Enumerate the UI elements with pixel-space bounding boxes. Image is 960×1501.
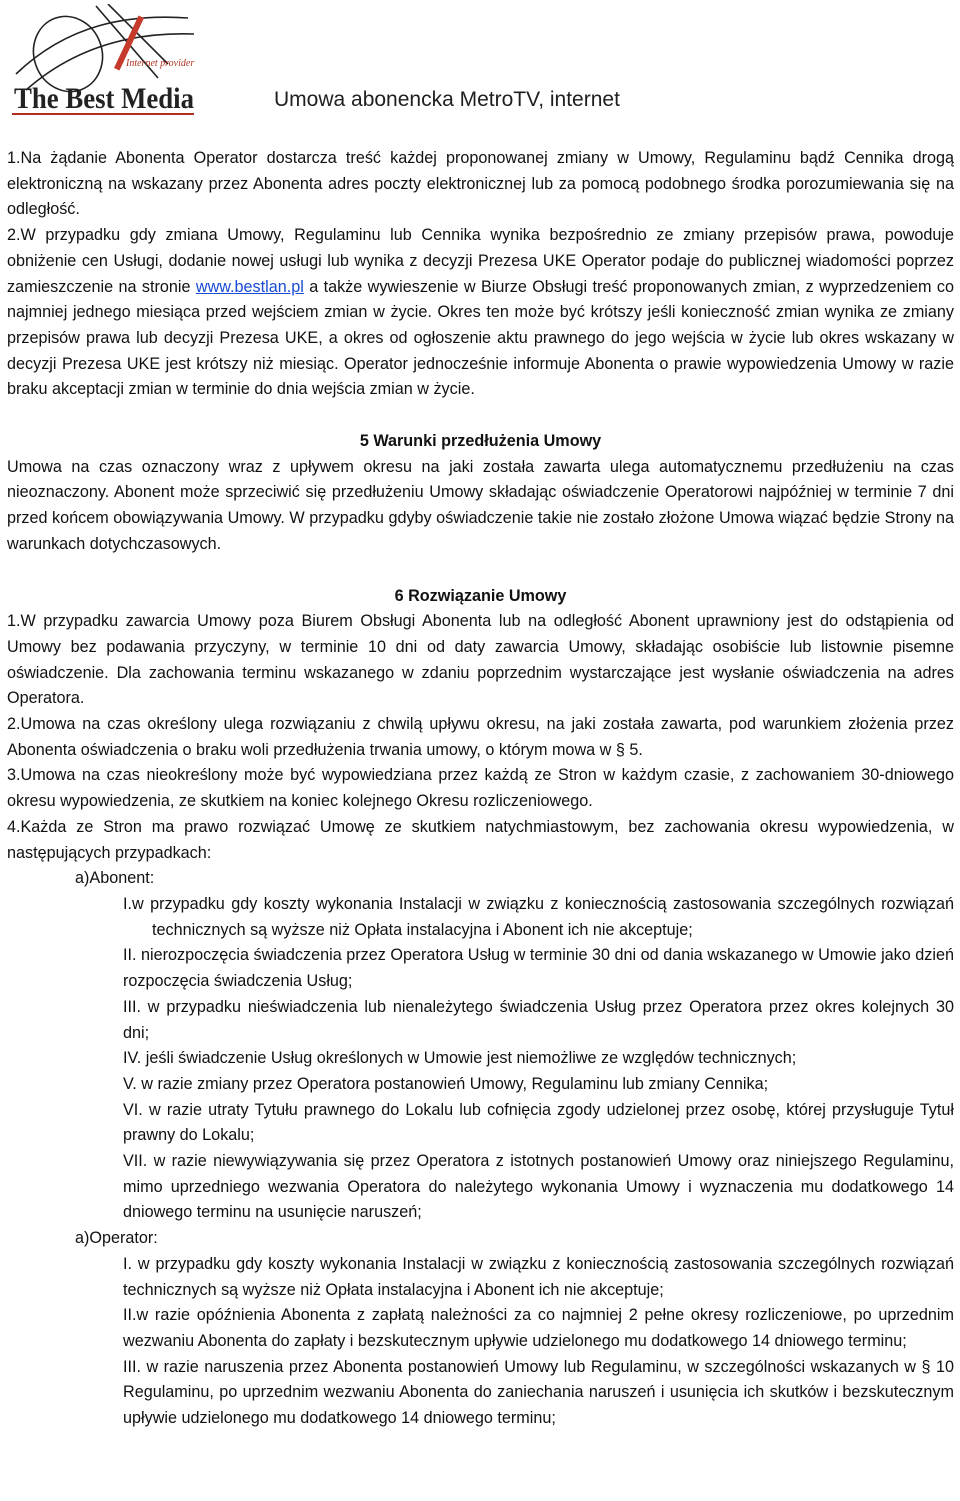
abonent-item: V. w razie zmiany przez Operatora postanowień Umowy, Regulaminu lub zmiany Cennika; (123, 1074, 769, 1093)
section-5-text: Umowa na czas oznaczony wraz z upływem okresu na jaki została zawarta ulega automatycznemu przedłużeniu na czas nieoznaczony. Abonent może sprzeciwić się przedłużeniu Umowy składając oświadczenie Operatorowi najpóźniej w terminie 7 dni przed końcem obowiązywania Umowy. W przypadku gdyby oświadczenie takie nie zostało złożone Umowa wiązać będzie Strony na warunkach dotychczasowych. (7, 457, 954, 553)
paragraph-4-2-text-a: 2.W przypadku gdy zmiana Umowy, Regulaminu lub Cennika wynika bezpośrednio ze zmiany przepisów prawa, powoduje obniżenie cen Usługi, dodanie nowej usługi lub wynika z decyzji Prezesa UKE Operator podaje do publicznej wiadomości poprzez zamieszczenie na stronie (7, 226, 954, 296)
paragraph-4-2-text-b: a także wywieszenie w Biurze Obsługi treść proponowanych zmian, z wyprzedzeniem co najmniej jednego miesiąca przed wejściem zmian w życie. Okres ten może być krótszy jeśli konieczność zmian wynika ze zmiany przepisów prawa lub decyzji Prezesa UKE, a okres od ogłoszenie aktu prawnego do jego wejścia w życie lub okres wskazany w decyzji Prezesa UKE jest krótszy niż miesiąc. Operator jednocześnie informuje Abonenta o prawie wypowiedzenia Umowy w razie braku akceptacji zmian w terminie do dnia wejścia zmian w życie. (7, 277, 955, 399)
section-5-heading: 5 Warunki przedłużenia Umowy (359, 432, 602, 451)
operator-item: III. w razie naruszenia przez Abonenta postanowień Umowy lub Regulaminu, w szczególności wskazanych w § 10 Regulaminu, po uprzednim wezwaniu Abonenta do zaniechania naruszeń i usunięcia ich skutków i bezskutecznym upływie udzielonego mu dodatkowego 14 dniowego terminu; (123, 1357, 954, 1428)
company-logo (8, 4, 198, 122)
document-title: Umowa abonencka MetroTV, internet (274, 88, 620, 111)
operator-label: a)Operator: (75, 1229, 158, 1248)
document-body (7, 146, 954, 1432)
section-6-heading: 6 Rozwiązanie Umowy (394, 586, 567, 605)
paragraph-6-1: 1.W przypadku zawarcia Umowy poza Biurem Obsługi Abonenta lub na odległość Abonent uprawniony jest do odstąpienia od Umowy bez podawania przyczyny, w terminie 10 dni od daty zawarcia Umowy, składając osobiście lub listownie pisemne oświadczenie. Dla zachowania terminu wskazanego w zdaniu poprzednim wystarczające jest wysłanie oświadczenia na adres Operatora. (7, 612, 954, 708)
abonent-item: IV. jeśli świadczenie Usług określonych w Umowie jest niemożliwe ze względów technicznych; (123, 1049, 797, 1068)
abonent-item: I.w przypadku gdy koszty wykonania Instalacji w związku z koniecznością zastosowania szczególnych rozwiązań technicznych są wyższe niż Opłata instalacyjna i Abonent ich nie akceptuje; (123, 894, 954, 939)
paragraph-6-2: 2.Umowa na czas określony ulega rozwiązaniu z chwilą upływu okresu, na jaki została zawarta, pod warunkiem złożenia przez Abonenta oświadczenia o braku woli przedłużenia trwania umowy, o którym mowa w § 5. (7, 715, 954, 759)
abonent-item: VI. w razie utraty Tytułu prawnego do Lokalu lub cofnięcia zgody udzielonej przez osobę, której przysługuje Tytuł prawny do Lokalu; (123, 1100, 954, 1145)
abonent-item: II. nierozpoczęcia świadczenia przez Operatora Usług w terminie 30 dni od dania wskazanego w Umowie jako dzień rozpoczęcia świadczenia Usług; (123, 946, 954, 991)
paragraph-6-3: 3.Umowa na czas nieokreślony może być wypowiedziana przez każdą ze Stron w każdym czasie, z zachowaniem 30-dniowego okresu wypowiedzenia, ze skutkiem na koniec kolejnego Okresu rozliczeniowego. (7, 766, 954, 811)
paragraph-4-2 (7, 223, 954, 403)
paragraph-6-4: 4.Każda ze Stron ma prawo rozwiązać Umowę ze skutkiem natychmiastowym, bez zachowania okresu wypowiedzenia, w następujących przypadkach: (7, 817, 954, 862)
abonent-item: VII. w razie niewywiązywania się przez Operatora z istotnych postanowień Umowy oraz niniejszego Regulaminu, mimo uprzedniego wezwania Operatora do należytego wykonania Umowy i wyznaczenia mu dodatkowego 14 dniowego terminu na usunięcie naruszeń; (123, 1152, 954, 1222)
operator-item: I. w przypadku gdy koszty wykonania Instalacji w związku z koniecznością zastosowania szczególnych rozwiązań technicznych są wyższe niż Opłata instalacyjna i Abonent ich nie akceptuje; (123, 1254, 954, 1299)
operator-item: II.w razie opóźnienia Abonenta z zapłatą należności za co najmniej 2 pełne okresy rozliczeniowe, po uprzednim wezwaniu Abonenta do zapłaty i bezskutecznym upływie udzielonego mu dodatkowego 14 dniowego terminu; (123, 1306, 954, 1350)
abonent-label: a)Abonent: (75, 869, 155, 888)
bestlan-link[interactable]: www.bestlan.pl (195, 277, 304, 296)
svg-text:Internet provider: Internet provider (126, 58, 195, 69)
paragraph-4-1: 1.Na żądanie Abonenta Operator dostarcza treść każdej proponowanej zmiany w Umowy, Regulaminu bądź Cennika drogą elektroniczną na wskazany przez Abonenta adres poczty elektronicznej lub za pomocą podobnego środka porozumiewania się na odległość. (7, 149, 954, 219)
abonent-item: III. w przypadku nieświadczenia lub nienależytego świadczenia Usług przez Operatora przez okres kolejnych 30 dni; (123, 997, 954, 1042)
svg-text:The Best Media: The Best Media (14, 82, 194, 115)
